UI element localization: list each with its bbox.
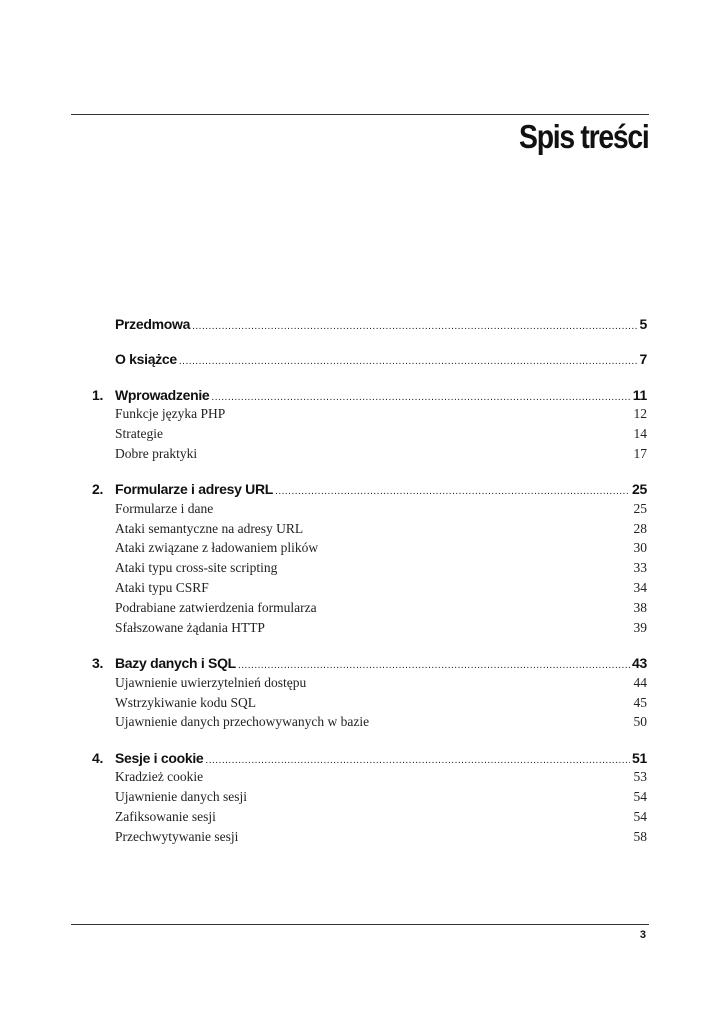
dot-leader [205,755,630,766]
footer-rule [71,924,649,925]
dot-leader [179,356,638,367]
section-title: Ujawnienie danych przechowywanych w bazie [115,714,370,729]
section-title: Funkcje języka PHP [115,406,226,421]
dot-leader [275,486,630,497]
section-page: 39 [633,620,647,635]
chapter-page: 43 [632,655,647,671]
toc-section[interactable] [115,769,647,785]
section-page: 34 [633,580,647,595]
section-page: 54 [633,809,647,824]
chapter-number: 4. [92,750,104,766]
toc-section[interactable] [115,714,647,730]
toc-section[interactable] [115,406,647,422]
section-page: 12 [633,406,647,421]
section-title: Strategie [115,426,163,441]
section-page: 17 [633,446,647,461]
dot-leader [192,321,637,332]
toc-chapter-3[interactable] [92,655,647,671]
section-title: Sfałszowane żądania HTTP [115,620,265,635]
section-page: 54 [633,789,647,804]
toc-section[interactable] [115,789,647,805]
toc-entry-preface[interactable] [115,316,647,332]
toc-section[interactable] [115,620,647,636]
chapter-page: 11 [632,387,647,403]
chapter-page: 51 [632,750,647,766]
chapter-title: Wprowadzenie [115,387,210,403]
toc-section[interactable] [115,695,647,711]
section-title: Ujawnienie uwierzytelnień dostępu [115,675,307,690]
dot-leader [238,660,630,671]
toc-section[interactable] [115,521,647,537]
section-page: 44 [633,675,647,690]
page-title: Spis treści [518,118,648,155]
chapter-number: 3. [92,655,104,671]
section-page: 28 [633,521,647,536]
toc-entry-title: Przedmowa [115,316,191,332]
toc-entry-page: 5 [639,316,647,332]
section-title: Ataki związane z ładowaniem plików [115,540,319,555]
section-title: Przechwytywanie sesji [115,829,239,844]
chapter-title: Sesje i cookie [115,750,204,766]
section-title: Ujawnienie danych sesji [115,789,247,804]
section-page: 33 [633,560,647,575]
section-title: Podrabiane zatwierdzenia formularza [115,600,317,615]
toc-section[interactable] [115,540,647,556]
section-page: 53 [633,769,647,784]
section-page: 50 [633,714,647,729]
toc-chapter-2[interactable] [92,481,647,497]
page-number: 3 [639,929,646,941]
toc-entry-page: 7 [639,351,647,367]
section-page: 30 [633,540,647,555]
toc-section[interactable] [115,426,647,442]
toc-section[interactable] [115,446,647,462]
section-title: Ataki typu CSRF [115,580,209,595]
toc-section[interactable] [115,501,647,517]
toc-section[interactable] [115,560,647,576]
toc-chapter-4[interactable] [92,750,647,766]
chapter-number: 2. [92,481,104,497]
toc-section[interactable] [115,809,647,825]
section-title: Wstrzykiwanie kodu SQL [115,695,256,710]
section-title: Ataki semantyczne na adresy URL [115,521,304,536]
toc-section[interactable] [115,829,647,845]
dot-leader [211,392,630,403]
section-page: 58 [633,829,647,844]
section-page: 25 [633,501,647,516]
chapter-number: 1. [92,387,104,403]
toc-entry-title: O książce [115,351,177,367]
section-title: Dobre praktyki [115,446,198,461]
section-title: Formularze i dane [115,501,214,516]
section-page: 45 [633,695,647,710]
toc-section[interactable] [115,580,647,596]
section-title: Ataki typu cross-site scripting [115,560,278,575]
toc-section[interactable] [115,600,647,616]
chapter-title: Bazy danych i SQL [115,655,236,671]
toc-entry-about[interactable] [115,351,647,367]
chapter-page: 25 [632,481,647,497]
toc-section[interactable] [115,675,647,691]
section-page: 38 [633,600,647,615]
section-title: Kradzież cookie [115,769,204,784]
section-title: Zafiksowanie sesji [115,809,216,824]
chapter-title: Formularze i adresy URL [115,481,274,497]
toc-chapter-1[interactable] [92,387,647,403]
section-page: 14 [633,426,647,441]
